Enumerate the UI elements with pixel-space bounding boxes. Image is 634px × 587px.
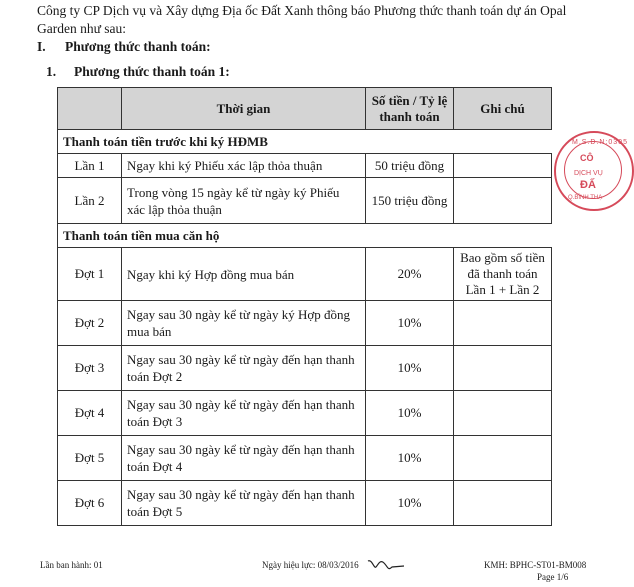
cell-time: Ngay khi ký Hợp đồng mua bán (122, 248, 366, 301)
cell-amount: 10% (366, 436, 454, 481)
cell-amount: 10% (366, 481, 454, 526)
cell-time: Ngay khi ký Phiếu xác lập thỏa thuận (122, 154, 366, 178)
sub-heading-number: 1. (46, 64, 57, 79)
cell-stage: Đợt 3 (58, 346, 122, 391)
seal-text: CÔ (580, 153, 594, 163)
seal-text: ĐẤ (580, 179, 596, 191)
cell-time: Trong vòng 15 ngày kể từ ngày ký Phiếu xác lập thỏa thuận (122, 178, 366, 224)
cell-note: Bao gồm số tiền đã thanh toán Lần 1 + Lần 2 (454, 248, 552, 301)
header-stage (58, 88, 122, 130)
cell-stage: Lần 1 (58, 154, 122, 178)
sub-heading (46, 64, 230, 80)
cell-note (454, 436, 552, 481)
table-row (58, 248, 552, 301)
cell-stage: Đợt 5 (58, 436, 122, 481)
cell-stage: Đợt 1 (58, 248, 122, 301)
table-row (58, 346, 552, 391)
cell-amount: 150 triệu đồng (366, 178, 454, 224)
section-label: Thanh toán tiền trước khi ký HĐMB (58, 130, 552, 154)
footer-effective-date: Ngày hiệu lực: 08/03/2016 (262, 560, 359, 570)
table-header-row (58, 88, 552, 130)
header-amount: Số tiền / Tỷ lệ thanh toán (366, 88, 454, 130)
cell-note (454, 481, 552, 526)
cell-time: Ngay sau 30 ngày kể từ ngày đến hạn thanh toán Đợt 2 (122, 346, 366, 391)
header-note: Ghi chú (454, 88, 552, 130)
seal-text: DỊCH VỤ (574, 170, 603, 177)
company-seal (554, 131, 634, 211)
seal-text: M.S.D.N:0305 (572, 139, 628, 146)
signature-icon (366, 557, 406, 573)
cell-stage: Đợt 6 (58, 481, 122, 526)
payment-schedule-table (57, 87, 552, 526)
cell-stage: Lần 2 (58, 178, 122, 224)
cell-stage: Đợt 4 (58, 391, 122, 436)
table-row (58, 178, 552, 224)
cell-note (454, 154, 552, 178)
header-time: Thời gian (122, 88, 366, 130)
intro-paragraph: Công ty CP Dịch vụ và Xây dựng Địa ốc Đất Xanh thông báo Phương thức thanh toán dự án Opal Garden như sau: (37, 3, 567, 36)
seal-text: Q.BÌNH THẠ (568, 195, 603, 201)
cell-time: Ngay sau 30 ngày kể từ ngày đến hạn thanh toán Đợt 4 (122, 436, 366, 481)
cell-note (454, 301, 552, 346)
table-row (58, 481, 552, 526)
table-row (58, 154, 552, 178)
cell-amount: 10% (366, 301, 454, 346)
section-heading-text: Phương thức thanh toán: (65, 39, 211, 54)
cell-amount: 10% (366, 346, 454, 391)
table-row (58, 391, 552, 436)
cell-time: Ngay sau 30 ngày kể từ ngày ký Hợp đồng mua bán (122, 301, 366, 346)
section-heading-number: I. (37, 39, 46, 54)
cell-amount: 50 triệu đồng (366, 154, 454, 178)
cell-amount: 10% (366, 391, 454, 436)
cell-note (454, 391, 552, 436)
sub-heading-text: Phương thức thanh toán 1: (74, 64, 230, 79)
cell-note (454, 178, 552, 224)
section-label: Thanh toán tiền mua căn hộ (58, 224, 552, 248)
table-row (58, 436, 552, 481)
cell-time: Ngay sau 30 ngày kể từ ngày đến hạn thanh toán Đợt 5 (122, 481, 366, 526)
section-row-apartment-payment (58, 224, 552, 248)
table-row (58, 301, 552, 346)
section-heading (37, 39, 211, 55)
cell-time: Ngay sau 30 ngày kể từ ngày đến hạn thanh toán Đợt 3 (122, 391, 366, 436)
footer-issue: Lần ban hành: 01 (40, 560, 103, 570)
cell-note (454, 346, 552, 391)
cell-stage: Đợt 2 (58, 301, 122, 346)
section-row-before-contract (58, 130, 552, 154)
footer-page-number: Page 1/6 (537, 572, 569, 582)
footer-form-code: KMH: BPHC-ST01-BM008 (484, 560, 587, 570)
cell-amount: 20% (366, 248, 454, 301)
